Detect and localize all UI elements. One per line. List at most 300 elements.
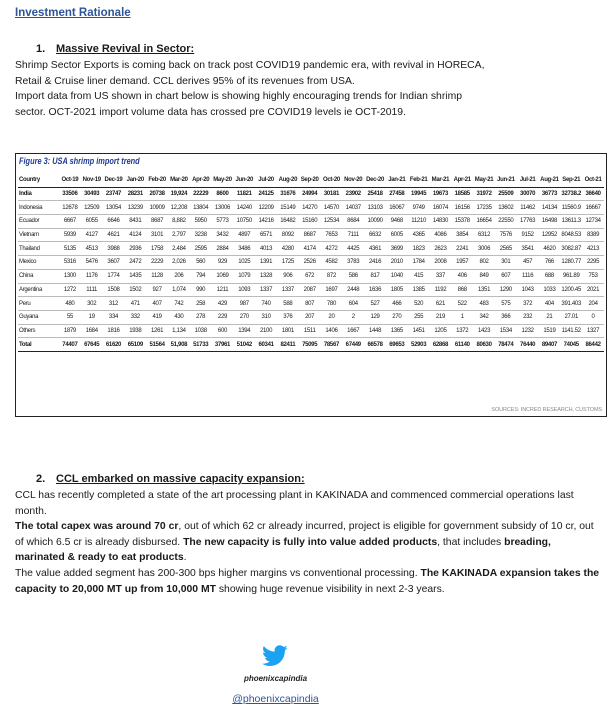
value-cell: 206	[168, 269, 190, 283]
value-cell: 13103	[364, 201, 386, 215]
value-cell: 4213	[582, 242, 604, 256]
value-cell: 22229	[190, 187, 212, 201]
value-added-text: , that includes	[437, 536, 505, 548]
value-cell: 1,074	[168, 283, 190, 297]
value-cell: 6632	[364, 228, 386, 242]
table-row	[18, 256, 604, 270]
value-cell: 7653	[321, 228, 343, 242]
value-cell: 334	[103, 310, 125, 324]
value-cell: 6005	[386, 228, 408, 242]
value-cell: 14570	[321, 201, 343, 215]
value-cell: 3854	[451, 228, 473, 242]
value-cell: 74045	[560, 338, 582, 352]
value-cell: 3101	[146, 228, 168, 242]
value-cell: 672	[299, 269, 321, 283]
figure-title: Figure 3: USA shrimp import trend	[19, 156, 140, 166]
value-cell: 742	[168, 297, 190, 311]
value-cell: 75095	[299, 338, 321, 352]
value-cell: 560	[190, 256, 212, 270]
country-cell: Vietnam	[18, 228, 59, 242]
value-cell: 2229	[146, 256, 168, 270]
value-cell: 4513	[81, 242, 103, 256]
value-cell: 32738.2	[560, 187, 582, 201]
value-cell: 14216	[255, 215, 277, 229]
country-cell: India	[18, 187, 59, 201]
column-header-month: Jul-21	[517, 174, 539, 187]
twitter-handle-link[interactable]: @phoenixcapindia	[232, 693, 319, 705]
value-cell: 1079	[233, 269, 255, 283]
value-cell: 15149	[277, 201, 299, 215]
value-cell: 51564	[146, 338, 168, 352]
value-cell: 16667	[582, 201, 604, 215]
value-cell: 1823	[408, 242, 430, 256]
value-cell: 1502	[124, 283, 146, 297]
value-cell: 1816	[103, 324, 125, 338]
value-cell: 22550	[495, 215, 517, 229]
value-cell: 849	[473, 269, 495, 283]
value-cell: 332	[124, 310, 146, 324]
value-cell: 586	[342, 269, 364, 283]
value-cell: 430	[168, 310, 190, 324]
column-header-month: Feb-21	[408, 174, 430, 187]
value-cell: 780	[321, 297, 343, 311]
value-cell: 1391	[255, 256, 277, 270]
value-cell: 62868	[430, 338, 452, 352]
value-cell: 1033	[539, 283, 561, 297]
country-cell: Indonesia	[18, 201, 59, 215]
value-cell: 1938	[124, 324, 146, 338]
value-cell: 31972	[473, 187, 495, 201]
value-cell: 15160	[299, 215, 321, 229]
value-cell: 1435	[124, 269, 146, 283]
column-header-month: Nov-20	[342, 174, 364, 187]
column-header-month: Sep-21	[560, 174, 582, 187]
value-cell: 5950	[190, 215, 212, 229]
value-cell: 2010	[386, 256, 408, 270]
value-cell: 207	[299, 310, 321, 324]
table-row	[18, 324, 604, 338]
table-row	[18, 201, 604, 215]
value-cell: 1025	[233, 256, 255, 270]
value-cell: 55	[59, 310, 81, 324]
value-cell: 1957	[451, 256, 473, 270]
value-cell: 1667	[342, 324, 364, 338]
value-cell: 15378	[451, 215, 473, 229]
value-cell: 2,026	[168, 256, 190, 270]
value-cell: 3988	[103, 242, 125, 256]
value-cell: 24125	[255, 187, 277, 201]
value-cell: 4013	[255, 242, 277, 256]
value-cell: 13602	[495, 201, 517, 215]
value-cell: 1069	[212, 269, 234, 283]
value-cell: 1116	[517, 269, 539, 283]
value-cell: 607	[495, 269, 517, 283]
value-cell: 1394	[233, 324, 255, 338]
value-cell: 1385	[408, 283, 430, 297]
section-1-line: sector. OCT-2021 import volume data has crossed pre COVID19 levels ie OCT-2019.	[15, 106, 406, 118]
value-cell: 2416	[364, 256, 386, 270]
value-cell: 16482	[277, 215, 299, 229]
column-header-month: Oct-19	[59, 174, 81, 187]
value-cell: 688	[539, 269, 561, 283]
value-cell: 1758	[146, 242, 168, 256]
value-cell: 2623	[430, 242, 452, 256]
value-cell: 78567	[321, 338, 343, 352]
value-cell: 12952	[539, 228, 561, 242]
value-cell: 8687	[146, 215, 168, 229]
shrimp-import-table	[18, 174, 604, 352]
column-header-month: Feb-20	[146, 174, 168, 187]
country-cell: Peru	[18, 297, 59, 311]
value-cell: 1801	[277, 324, 299, 338]
value-cell: 1176	[81, 269, 103, 283]
value-cell: 4897	[233, 228, 255, 242]
value-cell: 25418	[364, 187, 386, 201]
column-header-month: Dec-20	[364, 174, 386, 187]
value-cell: 466	[386, 297, 408, 311]
value-cell: 4425	[342, 242, 364, 256]
value-cell: 2,484	[168, 242, 190, 256]
value-cell: 3783	[342, 256, 364, 270]
table-row	[18, 297, 604, 311]
column-header-month: Jan-20	[124, 174, 146, 187]
value-cell: 1879	[59, 324, 81, 338]
value-cell: 17763	[517, 215, 539, 229]
value-cell: 1684	[81, 324, 103, 338]
value-cell: 27.01	[560, 310, 582, 324]
value-cell: 1784	[408, 256, 430, 270]
table-row	[18, 215, 604, 229]
value-cell: 8389	[582, 228, 604, 242]
value-cell: 30493	[81, 187, 103, 201]
value-cell: 12534	[321, 215, 343, 229]
value-cell: 6312	[473, 228, 495, 242]
value-cell: 82411	[277, 338, 299, 352]
country-cell: Mexico	[18, 256, 59, 270]
value-cell: 16498	[539, 215, 561, 229]
value-cell: 1327	[582, 324, 604, 338]
value-cell: 1192	[430, 283, 452, 297]
value-cell: 872	[321, 269, 343, 283]
value-cell: 12209	[255, 201, 277, 215]
products-highlight: breading, marinated & ready to eat products	[15, 536, 551, 564]
value-cell: 19673	[430, 187, 452, 201]
value-cell: 3607	[103, 256, 125, 270]
value-cell: 1511	[299, 324, 321, 338]
value-cell: 600	[212, 324, 234, 338]
value-cell: 52903	[408, 338, 430, 352]
value-cell: 480	[59, 297, 81, 311]
value-cell: 342	[473, 310, 495, 324]
value-cell: 30181	[321, 187, 343, 201]
table-total-row	[18, 338, 604, 352]
value-cell: 36640	[582, 187, 604, 201]
value-cell: 1040	[386, 269, 408, 283]
value-cell: 520	[408, 297, 430, 311]
value-cell: 5135	[59, 242, 81, 256]
section-1-body	[15, 58, 600, 120]
value-cell: 11462	[517, 201, 539, 215]
value-cell: 8092	[277, 228, 299, 242]
column-header-month: Aug-21	[539, 174, 561, 187]
section-2-para-2	[15, 519, 600, 566]
value-cell: 23902	[342, 187, 364, 201]
country-cell: Thailand	[18, 242, 59, 256]
section-1-number: 1.	[36, 43, 46, 55]
value-cell: 16654	[473, 215, 495, 229]
value-cell: 219	[430, 310, 452, 324]
value-cell: 10750	[233, 215, 255, 229]
value-cell: 13054	[103, 201, 125, 215]
value-cell: 1261	[146, 324, 168, 338]
value-cell: 86442	[582, 338, 604, 352]
value-cell: 14270	[299, 201, 321, 215]
value-cell: 37961	[212, 338, 234, 352]
value-cell: 4127	[81, 228, 103, 242]
value-cell: 3238	[190, 228, 212, 242]
value-cell: 2021	[582, 283, 604, 297]
value-cell: 12678	[59, 201, 81, 215]
value-cell: 5476	[81, 256, 103, 270]
value-cell: 1,134	[168, 324, 190, 338]
value-cell: 404	[539, 297, 561, 311]
value-cell: 1337	[277, 283, 299, 297]
section-2-title	[36, 473, 305, 485]
value-cell: 2884	[212, 242, 234, 256]
value-cell: 5939	[59, 228, 81, 242]
value-cell: 4582	[321, 256, 343, 270]
value-cell: 9468	[386, 215, 408, 229]
value-cell: 10090	[364, 215, 386, 229]
value-cell: 310	[255, 310, 277, 324]
value-cell: 12734	[582, 215, 604, 229]
value-cell: 3432	[212, 228, 234, 242]
value-cell: 76440	[517, 338, 539, 352]
value-cell: 522	[451, 297, 473, 311]
value-cell: 740	[255, 297, 277, 311]
value-cell: 3486	[233, 242, 255, 256]
value-cell: 527	[364, 297, 386, 311]
value-cell: 1337	[255, 283, 277, 297]
column-header-month: May-20	[212, 174, 234, 187]
section-1-line: Retail & Cruise liner demand. CCL derives 95% of its revenues from USA.	[15, 75, 355, 87]
value-cell: 1519	[539, 324, 561, 338]
value-cell: 1328	[255, 269, 277, 283]
value-cell: 575	[495, 297, 517, 311]
value-cell: 1128	[146, 269, 168, 283]
value-cell: 4174	[299, 242, 321, 256]
value-cell: 7111	[342, 228, 364, 242]
margins-text: The value added segment has 200-300 bps higher margins vs conventional processing.	[15, 567, 421, 579]
value-cell: 419	[146, 310, 168, 324]
shrimp-import-figure	[15, 153, 607, 417]
column-header-month: Mar-20	[168, 174, 190, 187]
value-cell: 19945	[408, 187, 430, 201]
value-cell: 1290	[495, 283, 517, 297]
value-cell: 1280.77	[560, 256, 582, 270]
value-cell: 16074	[430, 201, 452, 215]
value-cell: 21	[539, 310, 561, 324]
country-cell: Ecuador	[18, 215, 59, 229]
table-row	[18, 187, 604, 201]
value-cell: 457	[517, 256, 539, 270]
value-cell: 621	[430, 297, 452, 311]
value-cell: 19	[81, 310, 103, 324]
value-cell: 929	[212, 256, 234, 270]
value-cell: 258	[190, 297, 212, 311]
value-cell: 4361	[364, 242, 386, 256]
value-cell: 8431	[124, 215, 146, 229]
country-cell: China	[18, 269, 59, 283]
value-cell: 1038	[190, 324, 212, 338]
column-header-month: Oct-21	[582, 174, 604, 187]
value-cell: 51042	[233, 338, 255, 352]
value-cell: 66578	[364, 338, 386, 352]
value-cell: 7576	[495, 228, 517, 242]
column-header-month: Jan-21	[386, 174, 408, 187]
value-cell: 20738	[146, 187, 168, 201]
value-cell: 794	[190, 269, 212, 283]
country-cell: Others	[18, 324, 59, 338]
column-header-month: Mar-21	[430, 174, 452, 187]
value-cell: 372	[517, 297, 539, 311]
value-cell: 337	[430, 269, 452, 283]
section-1-heading: Massive Revival in Sector:	[56, 43, 195, 55]
value-cell: 415	[408, 269, 430, 283]
value-cell: 8,882	[168, 215, 190, 229]
value-cell: 13804	[190, 201, 212, 215]
column-header-month: Jun-20	[233, 174, 255, 187]
value-cell: 302	[81, 297, 103, 311]
column-header-month: Nov-19	[81, 174, 103, 187]
value-cell: 9152	[517, 228, 539, 242]
value-cell: 14830	[430, 215, 452, 229]
value-cell: 1111	[81, 283, 103, 297]
value-cell: 376	[277, 310, 299, 324]
value-cell: 11821	[233, 187, 255, 201]
value-cell: 1805	[386, 283, 408, 297]
value-cell: 391.403	[560, 297, 582, 311]
value-cell: 33506	[59, 187, 81, 201]
value-cell: 14134	[539, 201, 561, 215]
value-cell: 990	[190, 283, 212, 297]
value-cell: 0	[582, 310, 604, 324]
capex-highlight: The total capex was around 70 cr	[15, 521, 179, 533]
value-cell: 4621	[103, 228, 125, 242]
value-cell: 987	[233, 297, 255, 311]
value-cell: 8684	[342, 215, 364, 229]
value-cell: 2,797	[168, 228, 190, 242]
value-cell: 817	[364, 269, 386, 283]
value-cell: 1351	[473, 283, 495, 297]
value-cell: 2565	[495, 242, 517, 256]
value-cell: 1774	[103, 269, 125, 283]
value-cell: 1534	[495, 324, 517, 338]
value-cell: 366	[495, 310, 517, 324]
value-cell: 429	[212, 297, 234, 311]
value-cell: 14240	[233, 201, 255, 215]
table-row	[18, 228, 604, 242]
section-2-heading: CCL embarked on massive capacity expansion:	[56, 473, 305, 485]
value-cell: 868	[451, 283, 473, 297]
column-header-month: Oct-20	[321, 174, 343, 187]
value-cell: 1232	[517, 324, 539, 338]
value-cell: 8687	[299, 228, 321, 242]
section-1-title	[36, 43, 194, 55]
value-cell: 31676	[277, 187, 299, 201]
column-header-country: Country	[18, 174, 59, 187]
value-cell: 3082.87	[560, 242, 582, 256]
value-cell: 89407	[539, 338, 561, 352]
value-cell: 927	[146, 283, 168, 297]
capex-text: , out of which 62 cr already incurred, project is eligible for government subsidy of 10 cr, out of which 6.5 cr is already disbursed.	[15, 521, 594, 548]
value-cell: 270	[233, 310, 255, 324]
value-cell: 51733	[190, 338, 212, 352]
table-header-row	[18, 174, 604, 187]
value-cell: 27458	[386, 187, 408, 201]
value-cell: 4280	[277, 242, 299, 256]
value-cell: 2087	[299, 283, 321, 297]
value-cell: 1200.45	[560, 283, 582, 297]
value-cell: 3699	[386, 242, 408, 256]
value-cell: 2008	[430, 256, 452, 270]
value-cell: 24994	[299, 187, 321, 201]
products-end: .	[183, 552, 187, 564]
value-cell: 10909	[146, 201, 168, 215]
value-cell: 483	[473, 297, 495, 311]
value-cell: 3006	[473, 242, 495, 256]
twitter-bird-icon[interactable]	[262, 645, 288, 667]
value-cell: 1636	[364, 283, 386, 297]
value-cell: 17235	[473, 201, 495, 215]
value-cell: 406	[451, 269, 473, 283]
column-header-month: Jun-21	[495, 174, 517, 187]
page-heading: Investment Rationale	[15, 7, 131, 19]
value-cell: 588	[277, 297, 299, 311]
value-cell: 1141.52	[560, 324, 582, 338]
value-cell: 28231	[124, 187, 146, 201]
section-2-number: 2.	[36, 473, 46, 485]
section-2-body	[15, 488, 600, 597]
value-cell: 4272	[321, 242, 343, 256]
value-cell: 13006	[212, 201, 234, 215]
value-cell: 61620	[103, 338, 125, 352]
value-cell: 80630	[473, 338, 495, 352]
country-cell: Guyana	[18, 310, 59, 324]
section-1-line: Import data from US shown in chart below is showing highly encouraging trends for Indian shrimp	[15, 91, 463, 103]
table-row	[18, 283, 604, 297]
kakinada-highlight: The KAKINADA expansion takes the capacity to 20,000 MT up from 10,000 MT	[15, 567, 600, 595]
section-2-para-3	[15, 566, 600, 597]
value-cell: 4124	[124, 228, 146, 242]
value-cell: 19,924	[168, 187, 190, 201]
value-cell: 1451	[408, 324, 430, 338]
country-cell: Argentina	[18, 283, 59, 297]
value-cell: 18585	[451, 187, 473, 201]
value-cell: 961.89	[560, 269, 582, 283]
value-cell: 1508	[103, 283, 125, 297]
value-cell: 270	[386, 310, 408, 324]
value-cell: 12509	[81, 201, 103, 215]
value-cell: 4086	[430, 228, 452, 242]
value-cell: 67449	[342, 338, 364, 352]
value-cell: 129	[364, 310, 386, 324]
country-cell: Total	[18, 338, 59, 352]
value-cell: 14037	[342, 201, 364, 215]
value-cell: 11210	[408, 215, 430, 229]
value-cell: 13239	[124, 201, 146, 215]
value-cell: 807	[299, 297, 321, 311]
